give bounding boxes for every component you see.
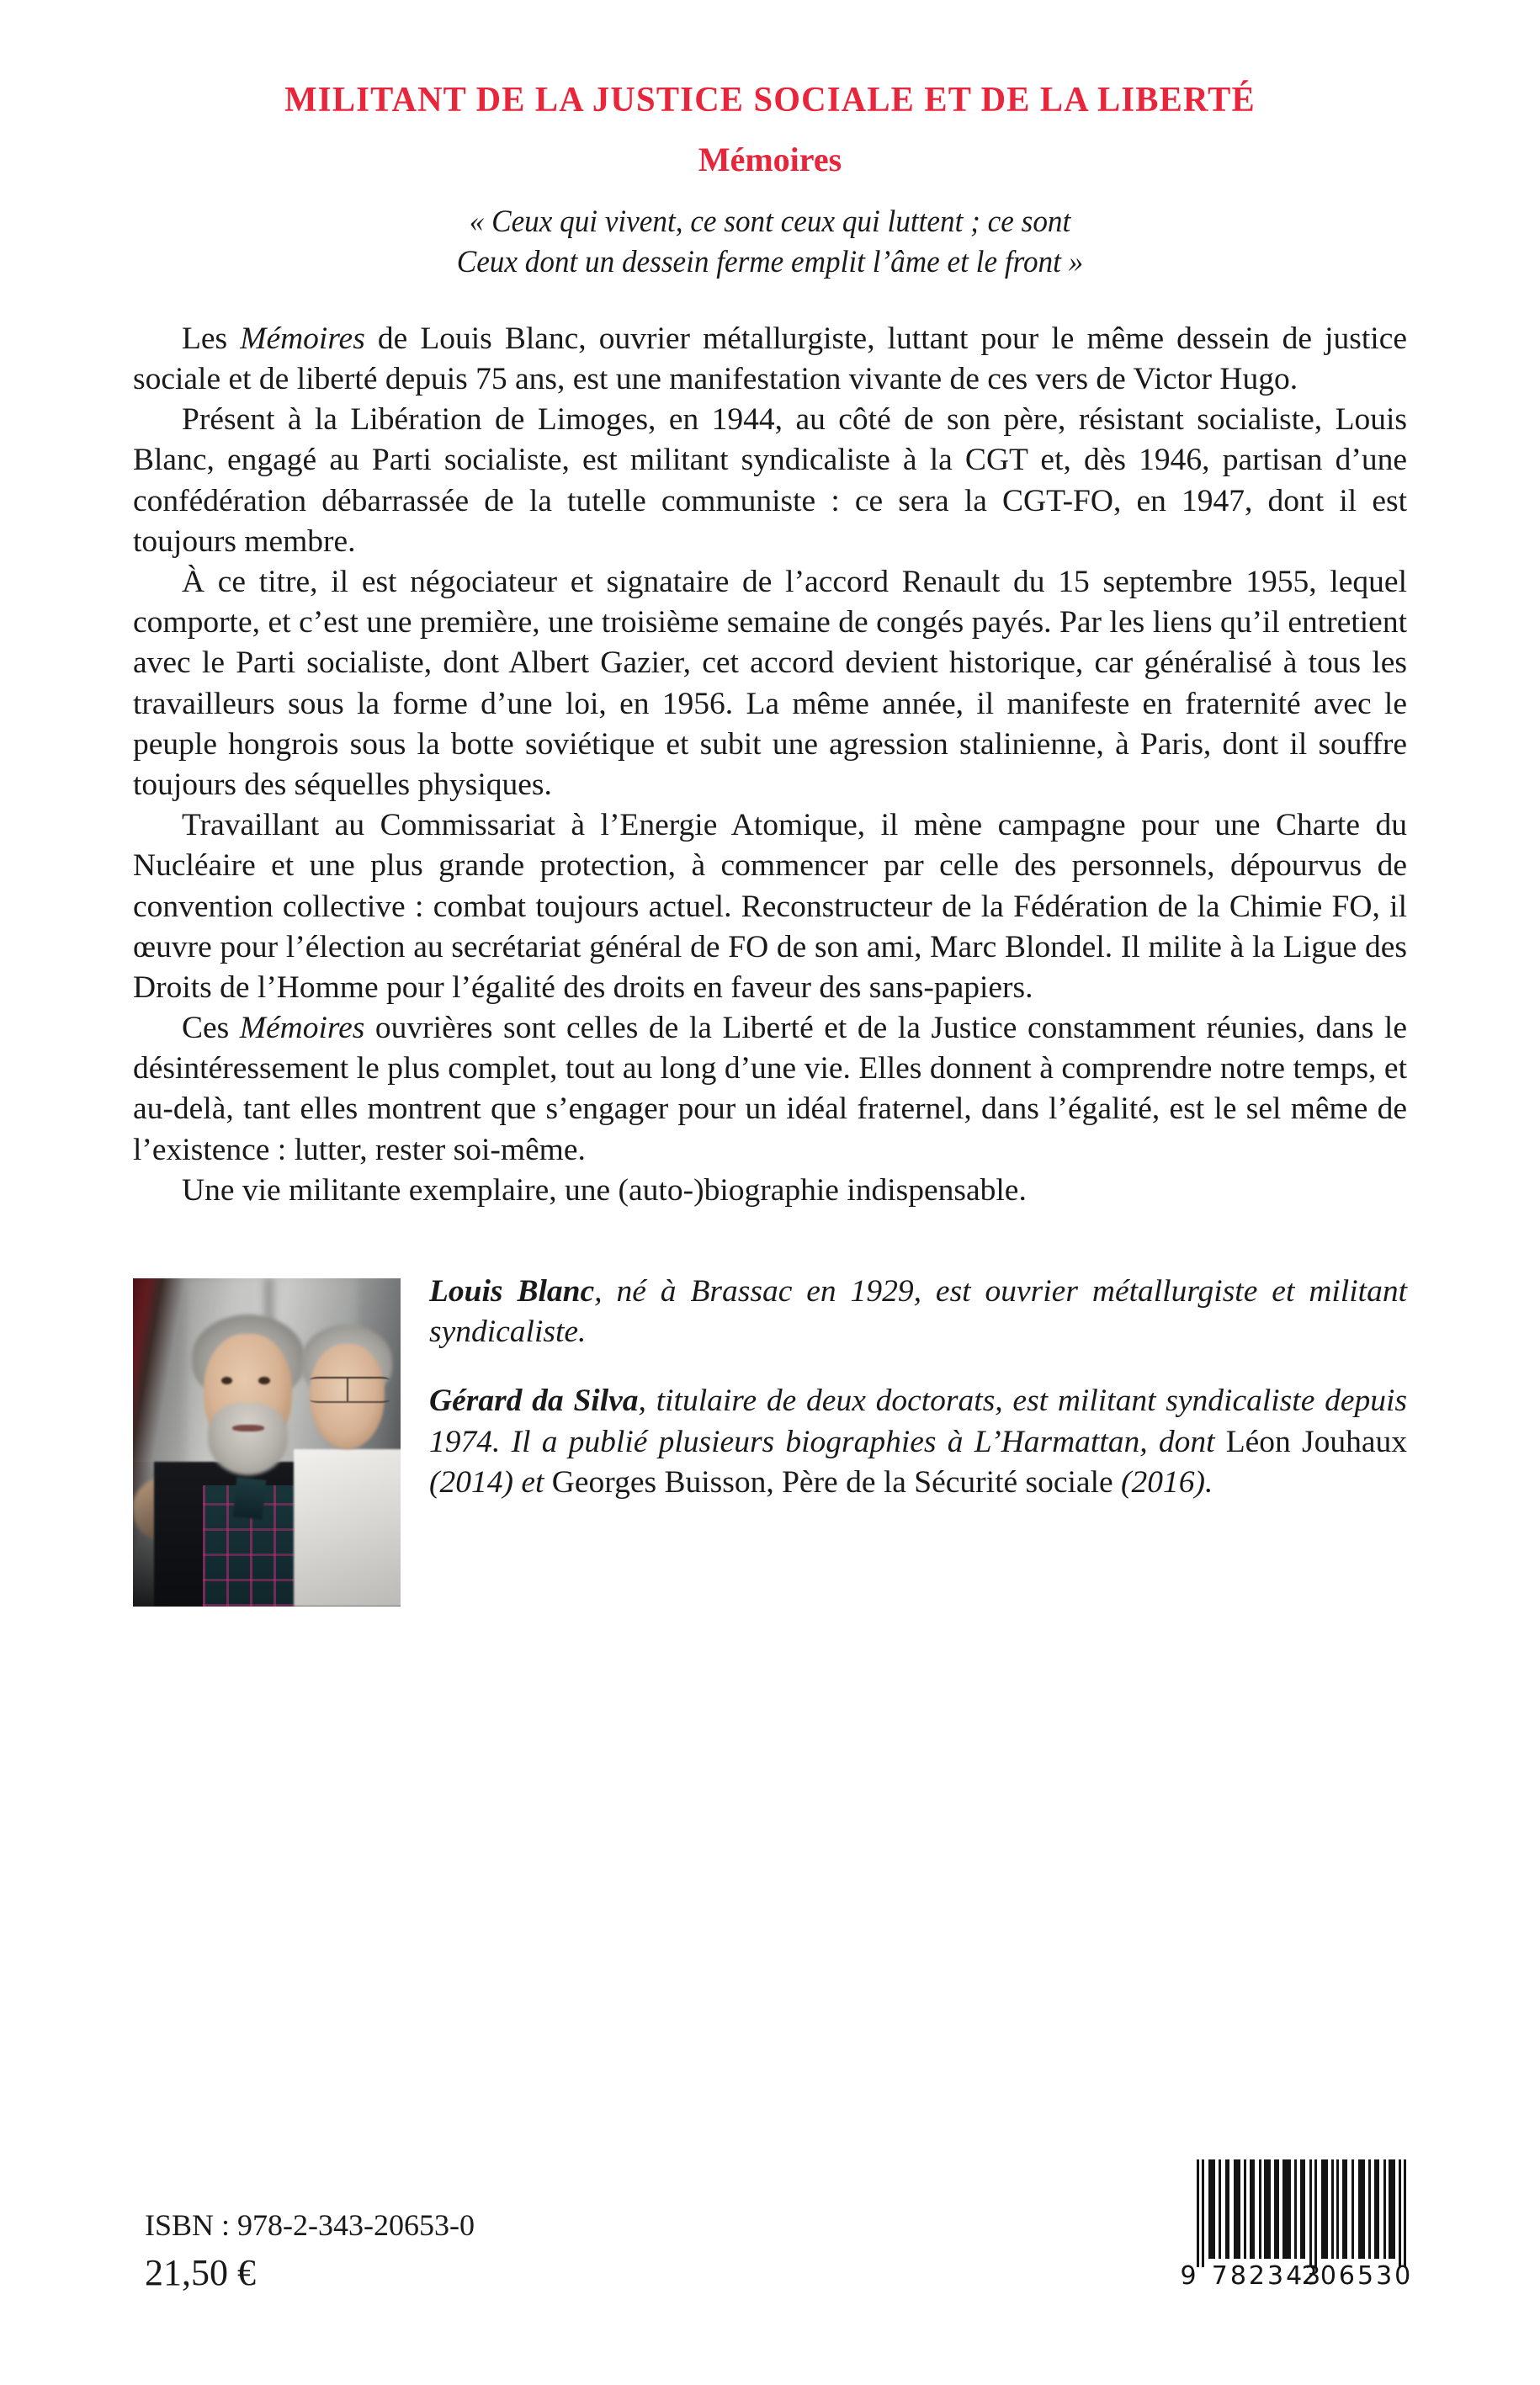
blurb-paragraph-6: Une vie militante exemplaire, une (auto-)biographie indispensable. (182, 1172, 1027, 1208)
author-name-louis-blanc: Louis Blanc (429, 1274, 595, 1309)
barcode-digit-group-1: 9 (1180, 2261, 1197, 2291)
blurb-p5-lead: Ces (182, 1011, 240, 1046)
blurb-paragraph-4: Travaillant au Commissariat à l’Energie Atomique, il mène campagne pour une Charte du Nucléaire et une plus grande protection, à commencer par celle des personnels, dépourvus de convention collective : combat toujours actuel. Reconstructeur de la Fédération de la Chimie FO, il œuvre pour l’élection au secrétariat général de FO de son ami, Marc Blondel. Il milite à la Ligue des Droits de l’Homme pour l’égalité des droits en faveur des sans-papiers. (133, 808, 1407, 1005)
book-title-leon-jouhaux: Léon Jouhaux (1225, 1424, 1407, 1459)
photo-person-left-beard (208, 1403, 288, 1475)
epigraph-line-1: « Ceux qui vivent, ce sont ceux qui luttent ; ce sont (469, 205, 1071, 240)
blurb-p1-italic-title: Mémoires (240, 321, 365, 356)
epigraph-line-2: Ceux dont un dessein ferme emplit l’âme et le front » (456, 244, 1084, 279)
footer (133, 2057, 1456, 2309)
page-title: MILITANT DE LA JUSTICE SOCIALE ET DE LA LIBERTÉ (284, 81, 1256, 120)
author-bio-2-text-c: (2016). (1113, 1464, 1213, 1500)
epigraph (165, 178, 1375, 282)
author-bio-2-text-a: , titulaire de deux doctorats, est militant syndicaliste depuis 1974. Il a publié plusieurs biographies à L’Harmattan, dont (429, 1384, 1408, 1459)
photo-person-left-mouth (232, 1425, 264, 1432)
author-name-gerard-da-silva: Gérard da Silva (429, 1384, 639, 1419)
barcode-digit-group-3: 206530 (1301, 2261, 1414, 2291)
blurb-p5-rest: ouvrières sont celles de la Liberté et de la Justice constamment réunies, dans le désintéressement le plus complet, tout au long d’une vie. Elles donnent à comprendre notre temps, et au-delà, tant elles montrent que s’engager pour un idéal fraternel, dans l’égalité, est le sel même de l’existence : lutter, rester soi-même. (133, 1011, 1407, 1167)
blurb-paragraph-5 (133, 1008, 1407, 1171)
author-photo (133, 1278, 401, 1607)
barcode-svg (1168, 2149, 1429, 2301)
photo-person-right-glasses-icon (310, 1377, 390, 1403)
book-title-georges-buisson: Georges Buisson, Père de la Sécurité sociale (551, 1464, 1113, 1500)
blurb-paragraph-1 (133, 319, 1407, 400)
blurb-body (133, 282, 1407, 1211)
blurb-paragraph-3: À ce titre, il est négociateur et signataire de l’accord Renault du 15 septembre 1955, lequel comporte, et c’est une première, une troisième semaine de congés payés. Par les liens qu’il entretient avec le Parti socialiste, dont Albert Gazier, cet accord devient historique, car généralisé à tous les travailleurs sous la forme d’une loi, en 1956. La même année, il manifeste en fraternité avec le peuple hongrois sous la botte soviétique et subit une agression stalinienne, à Paris, dont il souffre toujours des séquelles physiques. (133, 565, 1407, 802)
isbn-price-block (145, 2202, 475, 2297)
photo-person-right-blouse (294, 1449, 401, 1607)
author-section (133, 1211, 1407, 1612)
barcode-digit-group-2: 782343 (1211, 2261, 1324, 2291)
author-bio-2-text-b: (2014) et (429, 1464, 552, 1500)
photo-person-left-collar (232, 1477, 266, 1519)
blurb-p5-italic-title: Mémoires (239, 1011, 365, 1046)
blurb-paragraph-2: Présent à la Libération de Limoges, en 1944, au côté de son père, résistant socialiste, Louis Blanc, engagé au Parti socialiste, est militant syndicaliste à la CGT et, dès 1946, partisan d’une confédération débarrassée de la tutelle communiste : ce sera la CGT-FO, en 1947, dont il est toujours membre. (133, 402, 1407, 559)
isbn-text: ISBN : 978-2-343-20653-0 (145, 2207, 475, 2242)
blurb-p1-rest: de Louis Blanc, ouvrier métallurgiste, luttant pour le même dessein de justice sociale et de liberté depuis 75 ans, est une manifestation vivante de ces vers de Victor Hugo. (133, 321, 1407, 397)
page-subtitle: Mémoires (698, 141, 842, 179)
barcode (1168, 2149, 1429, 2301)
author-bio-1-text: , né à Brassac en 1929, est ouvrier métallurgiste et militant syndicaliste. (429, 1274, 1407, 1350)
price-text: 21,50 € (145, 2251, 256, 2293)
blurb-p1-lead: Les (182, 321, 241, 356)
